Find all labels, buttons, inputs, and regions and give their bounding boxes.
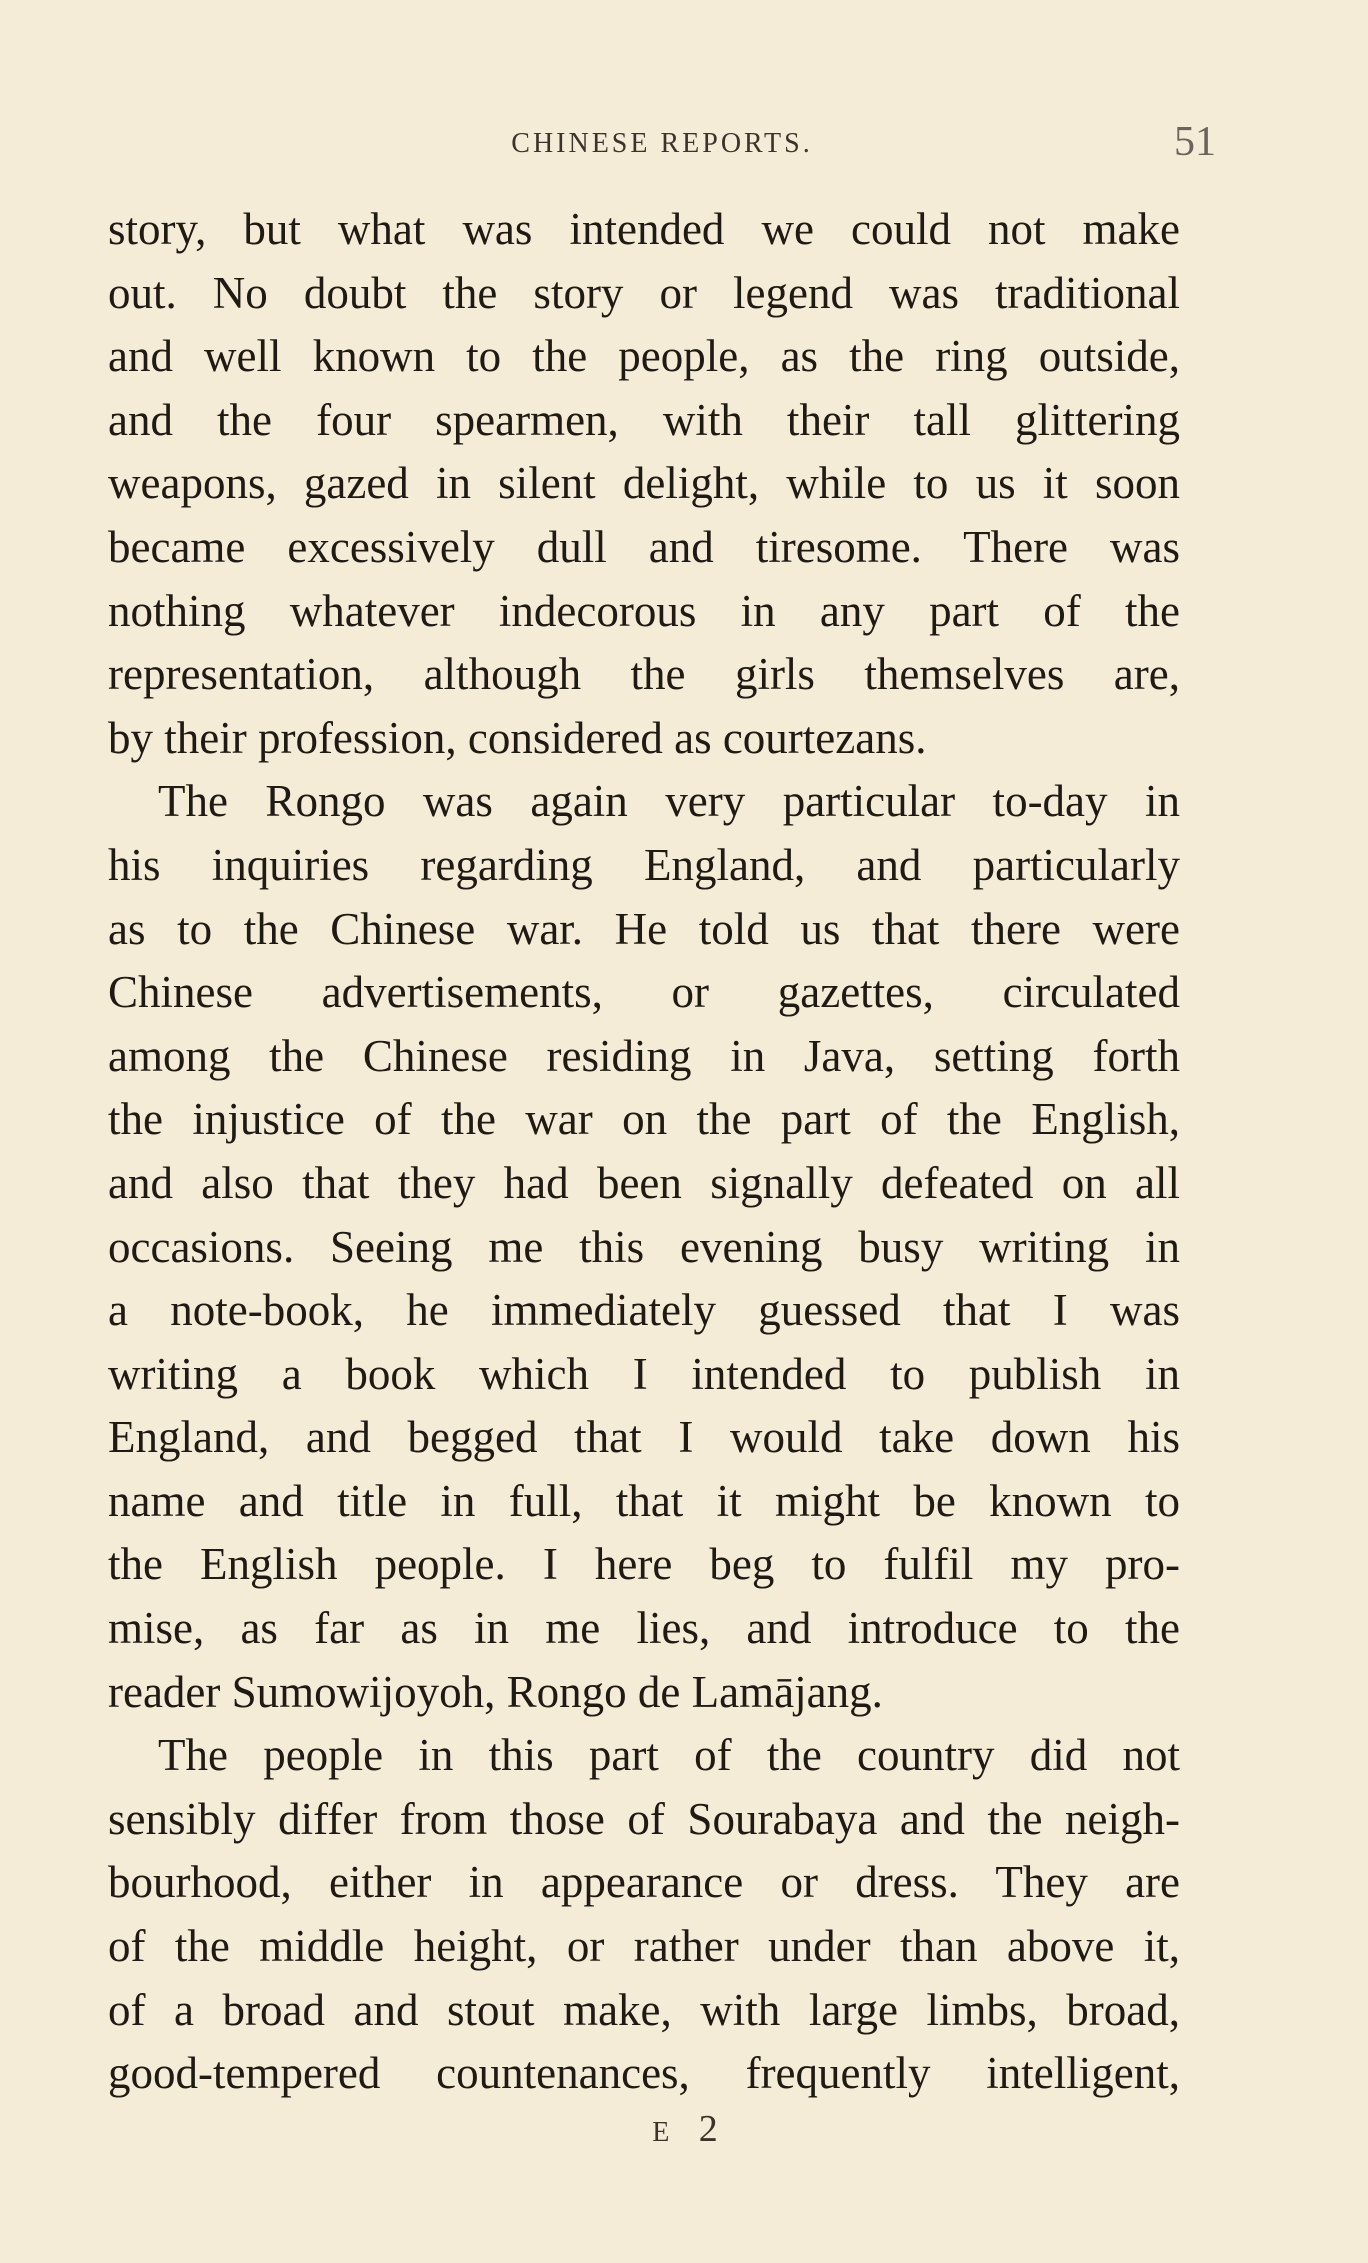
text-line: story, but what was intended we could not make xyxy=(108,204,1180,254)
text-line: the injustice of the war on the part of the English, xyxy=(108,1094,1180,1145)
text-line: good-tempered countenances, frequently intelligent, xyxy=(108,2048,1180,2099)
text-line: occasions. Seeing me this evening busy writing in xyxy=(108,1221,1180,1272)
text-line: his inquiries regarding England, and particularly xyxy=(108,839,1180,890)
paragraph-start-line: The people in this part of the country did not xyxy=(158,1730,1180,1781)
text-line: and well known to the people, as the ring outside, xyxy=(108,331,1180,382)
body-text xyxy=(108,198,1180,2106)
text-line: representation, although the girls themselves are, xyxy=(108,649,1180,700)
paragraph-start-line: The Rongo was again very particular to-day in xyxy=(158,776,1180,827)
text-line: of a broad and stout make, with large limbs, broad, xyxy=(108,1984,1180,2035)
text-line: out. No doubt the story or legend was traditional xyxy=(108,267,1180,318)
text-line: Chinese advertisements, or gazettes, circulated xyxy=(108,967,1180,1018)
text-line: among the Chinese residing in Java, setting forth xyxy=(108,1030,1180,1081)
page-number: 51 xyxy=(1174,119,1216,165)
running-title: CHINESE REPORTS. xyxy=(511,128,813,159)
text-line: as to the Chinese war. He told us that there were xyxy=(108,903,1180,954)
text-line: mise, as far as in me lies, and introduce to the xyxy=(108,1603,1180,1654)
text-line: and the four spearmen, with their tall glittering xyxy=(108,394,1180,445)
text-line: of the middle height, or rather under than above it, xyxy=(108,1921,1180,1972)
text-line: bourhood, either in appearance or dress. They are xyxy=(108,1857,1180,1908)
text-line: writing a book which I intended to publish in xyxy=(108,1348,1180,1399)
text-line: sensibly differ from those of Sourabaya and the neigh- xyxy=(108,1793,1180,1844)
text-line: name and title in full, that it might be known to xyxy=(108,1475,1180,1526)
text-line: weapons, gazed in silent delight, while to us it soon xyxy=(108,458,1180,509)
paragraph-end-line: by their profession, considered as courtezans. xyxy=(108,712,927,763)
text-line: and also that they had been signally defeated on all xyxy=(108,1157,1180,1208)
text-line: nothing whatever indecorous in any part of the xyxy=(108,585,1180,636)
running-head xyxy=(108,119,1216,172)
text-line: a note-book, he immediately guessed that I was xyxy=(108,1285,1180,1336)
text-line: England, and begged that I would take down his xyxy=(108,1412,1180,1463)
paragraph-end-line: reader Sumowijoyoh, Rongo de Lamājang. xyxy=(108,1666,883,1717)
signature-letter: E xyxy=(652,2117,680,2148)
signature-mark xyxy=(0,2107,1368,2151)
text-line: became excessively dull and tiresome. There was xyxy=(108,521,1180,572)
signature-number: 2 xyxy=(698,2108,728,2150)
text-line: the English people. I here beg to fulfil my pro- xyxy=(108,1539,1180,1590)
